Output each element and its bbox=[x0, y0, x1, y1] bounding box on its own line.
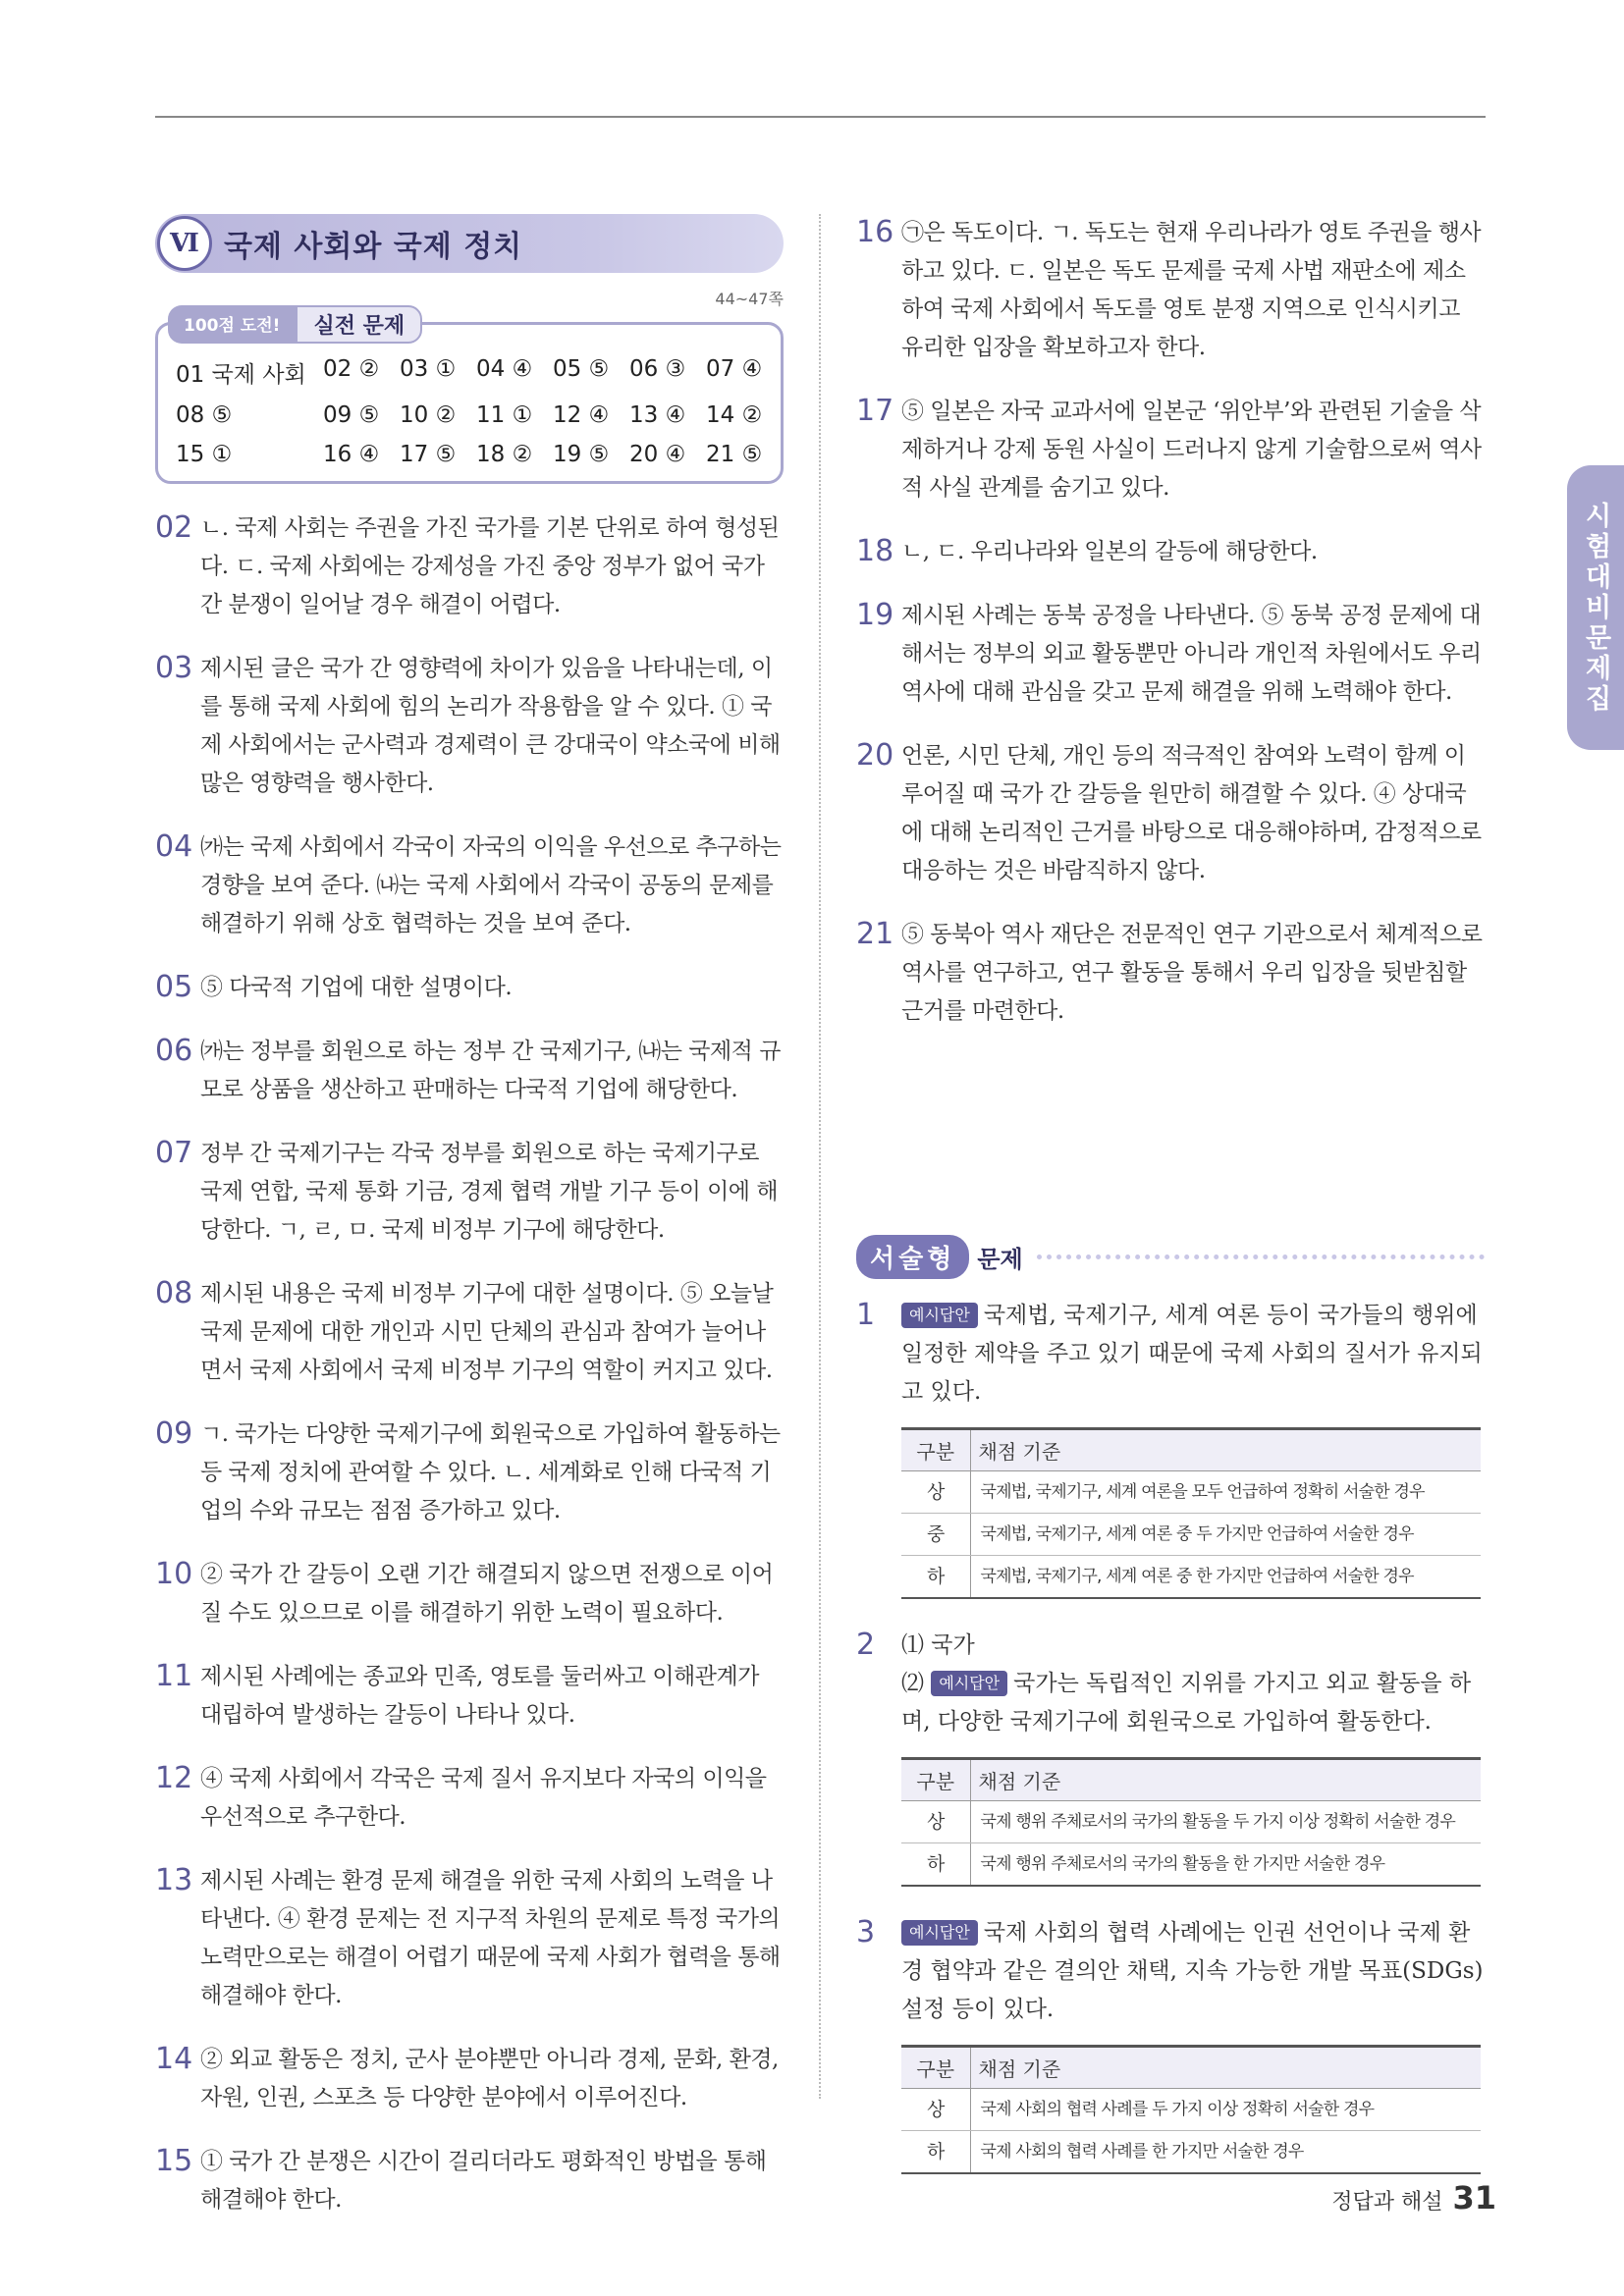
item-number: 08 bbox=[155, 1276, 193, 1310]
left-column bbox=[155, 214, 784, 2219]
level-cell: 상 bbox=[901, 1471, 970, 1514]
essay-answer-text: 국제법, 국제기구, 세계 여론 등이 국가들의 행위에 일정한 제약을 주고 있기 때문에 국제 사회의 질서가 유지되고 있다. bbox=[901, 1303, 1483, 1405]
item-explanation: ⑤ 일본은 자국 교과서에 일본군 ‘위안부’와 관련된 기술을 삭제하거나 강제 동원 사실이 드러나지 않게 기술함으로써 역사적 사실 관계를 숨기고 있다. bbox=[901, 399, 1482, 501]
item-explanation: 언론, 시민 단체, 개인 등의 적극적인 참여와 노력이 함께 이루어질 때 국가 간 갈등을 원만히 해결할 수 있다. ④ 상대국에 대해 논리적인 근거를 바탕으로 대응해야하며, 감정적으로 대응하는 것은 바람직하지 않다. bbox=[901, 743, 1482, 883]
answer-cell: 09 ⑤ bbox=[323, 402, 380, 428]
answer-cell: 11 ① bbox=[476, 402, 533, 428]
item-explanation: ㈎는 정부를 회원으로 하는 정부 간 국제기구, ㈏는 국제적 규모로 상품을 생산하고 판매하는 다국적 기업에 해당한다. bbox=[200, 1039, 781, 1102]
answer-cell: 12 ④ bbox=[553, 402, 610, 428]
essay-dots bbox=[1037, 1255, 1485, 1259]
item-number: 11 bbox=[155, 1659, 193, 1693]
item-number: 02 bbox=[155, 510, 193, 545]
answer-cell: 15 ① bbox=[176, 442, 233, 467]
answer-item bbox=[856, 737, 1485, 890]
item-explanation: 정부 간 국제기구는 각국 정부를 회원으로 하는 국제기구로 국제 연합, 국제 통화 기금, 경제 협력 개발 기구 등이 이에 해당한다. ㄱ, ㄹ, ㅁ. 국제 비정부 기구에 해당한다. bbox=[200, 1141, 779, 1243]
answer-item bbox=[155, 1862, 784, 2015]
table-row bbox=[901, 2131, 1481, 2174]
item-explanation: ⑤ 동북아 역사 재단은 전문적인 연구 기관으로서 체계적으로 역사를 연구하고, 연구 활동을 통해서 우리 입장을 뒷받침할 근거를 마련한다. bbox=[901, 922, 1483, 1024]
section-banner bbox=[155, 214, 784, 308]
essay-number: 1 bbox=[856, 1298, 876, 1332]
left-answer-list bbox=[155, 509, 784, 2219]
item-number: 07 bbox=[155, 1136, 193, 1170]
table-header-level: 구분 bbox=[901, 1429, 970, 1471]
answer-item bbox=[155, 1658, 784, 1735]
answer-item bbox=[155, 2143, 784, 2219]
item-number: 04 bbox=[155, 829, 193, 864]
answer-item bbox=[155, 2041, 784, 2117]
section-number: Ⅵ bbox=[157, 216, 212, 271]
item-number: 21 bbox=[856, 917, 894, 951]
table-row bbox=[901, 1514, 1481, 1556]
item-explanation: ① 국가 간 분쟁은 시간이 걸리더라도 평화적인 방법을 통해 해결해야 한다. bbox=[200, 2149, 767, 2213]
essay-part-2 bbox=[901, 1665, 1485, 1741]
answer-item bbox=[155, 1760, 784, 1837]
essay-question-3 bbox=[856, 1914, 1485, 2174]
answer-item bbox=[856, 214, 1485, 367]
table-header-criteria: 채점 기준 bbox=[970, 1759, 1481, 1801]
page-footer bbox=[1331, 2179, 1496, 2216]
challenge-tab: 100점 도전! bbox=[168, 305, 296, 344]
essay-part-1: ⑴ 국가 bbox=[901, 1632, 975, 1658]
side-tab-label: 시험대비문제집 bbox=[1580, 501, 1611, 715]
item-number: 20 bbox=[856, 738, 894, 773]
page-number: 31 bbox=[1452, 2179, 1496, 2216]
level-cell: 하 bbox=[901, 1843, 970, 1887]
item-explanation: ② 외교 활동은 정치, 군사 분야뿐만 아니라 경제, 문화, 환경, 자원, 인권, 스포츠 등 다양한 분야에서 이루어진다. bbox=[200, 2047, 779, 2110]
answer-item bbox=[155, 828, 784, 943]
item-number: 09 bbox=[155, 1416, 193, 1451]
item-number: 06 bbox=[155, 1034, 193, 1068]
level-cell: 상 bbox=[901, 1801, 970, 1843]
answer-item bbox=[155, 1556, 784, 1632]
answer-item bbox=[155, 1135, 784, 1250]
table-row bbox=[901, 1556, 1481, 1599]
essay-question-2 bbox=[856, 1627, 1485, 1887]
answer-item bbox=[856, 597, 1485, 712]
item-number: 03 bbox=[155, 651, 193, 685]
answer-cell: 21 ⑤ bbox=[706, 442, 763, 467]
table-header-level: 구분 bbox=[901, 1759, 970, 1801]
item-number: 19 bbox=[856, 598, 894, 632]
answer-cell: 04 ④ bbox=[476, 356, 533, 382]
table-row bbox=[901, 2089, 1481, 2131]
item-explanation: 제시된 글은 국가 간 영향력에 차이가 있음을 나타내는데, 이를 통해 국제 사회에 힘의 논리가 작용함을 알 수 있다. ① 국제 사회에서는 군사력과 경제력이 큰 강대국이 약소국에 비해 많은 영향력을 행사한다. bbox=[200, 656, 781, 796]
answer-item bbox=[856, 916, 1485, 1031]
example-answer-tag: 예시답안 bbox=[901, 1303, 978, 1328]
scoring-table bbox=[901, 1427, 1481, 1599]
answer-box bbox=[155, 314, 784, 484]
answer-item bbox=[155, 509, 784, 624]
item-number: 05 bbox=[155, 970, 193, 1004]
essay-number: 3 bbox=[856, 1915, 876, 1949]
criteria-cell: 국제법, 국제기구, 세계 여론 중 한 가지만 언급하여 서술한 경우 bbox=[970, 1556, 1481, 1599]
item-explanation: 제시된 사례는 환경 문제 해결을 위한 국제 사회의 노력을 나타낸다. ④ 환경 문제는 전 지구적 차원의 문제로 특정 국가의 노력만으로는 해결이 어렵기 때문에 국제 사회가 협력을 통해 해결해야 한다. bbox=[200, 1868, 781, 2008]
essay-answer bbox=[901, 1914, 1485, 2029]
essay-header bbox=[856, 1235, 1485, 1279]
scoring-table bbox=[901, 2045, 1481, 2174]
answer-cell: 20 ④ bbox=[629, 442, 686, 467]
item-number: 15 bbox=[155, 2144, 193, 2178]
item-explanation: ㄱ. 국가는 다양한 국제기구에 회원국으로 가입하여 활동하는 등 국제 정치에 관여할 수 있다. ㄴ. 세계화로 인해 다국적 기업의 수와 규모는 점점 증가하고 있다. bbox=[200, 1421, 781, 1523]
item-explanation: ⑤ 다국적 기업에 대한 설명이다. bbox=[200, 975, 513, 1000]
table-header-criteria: 채점 기준 bbox=[970, 1429, 1481, 1471]
right-column bbox=[856, 214, 1485, 2174]
answer-cell: 14 ② bbox=[706, 402, 763, 428]
item-number: 14 bbox=[155, 2042, 193, 2076]
right-answer-list bbox=[856, 214, 1485, 1031]
essay-answer-text: 국제 사회의 협력 사례에는 인권 선언이나 국제 환경 협약과 같은 결의안 채택, 지속 가능한 개발 목표(SDGs) 설정 등이 있다. bbox=[901, 1920, 1484, 2022]
answer-box-tabs bbox=[168, 305, 422, 344]
part-2-label: ⑵ bbox=[901, 1671, 924, 1696]
item-explanation: ④ 국제 사회에서 각국은 국제 질서 유지보다 자국의 이익을 우선적으로 추구한다. bbox=[200, 1766, 767, 1830]
answer-item bbox=[155, 1275, 784, 1390]
table-header-criteria: 채점 기준 bbox=[970, 2047, 1481, 2089]
item-explanation: 제시된 사례에는 종교와 민족, 영토를 둘러싸고 이해관계가 대립하여 발생하는 갈등이 나타나 있다. bbox=[200, 1664, 759, 1728]
criteria-cell: 국제 행위 주체로서의 국가의 활동을 한 가지만 서술한 경우 bbox=[970, 1843, 1481, 1887]
answer-cell: 19 ⑤ bbox=[553, 442, 610, 467]
table-row bbox=[901, 1801, 1481, 1843]
practice-tab: 실전 문제 bbox=[296, 305, 422, 344]
answer-cell: 02 ② bbox=[323, 356, 380, 382]
column-divider bbox=[819, 214, 821, 2099]
essay-badge: 서술형 bbox=[856, 1235, 969, 1279]
essay-question-1 bbox=[856, 1297, 1485, 1599]
answer-item bbox=[856, 393, 1485, 507]
table-row bbox=[901, 1843, 1481, 1887]
essay-answer bbox=[901, 1297, 1485, 1412]
answer-item bbox=[856, 533, 1485, 571]
scoring-table bbox=[901, 1757, 1481, 1887]
answer-cell: 10 ② bbox=[400, 402, 457, 428]
level-cell: 상 bbox=[901, 2089, 970, 2131]
criteria-cell: 국제법, 국제기구, 세계 여론을 모두 언급하여 정확히 서술한 경우 bbox=[970, 1471, 1481, 1514]
answer-cell: 08 ⑤ bbox=[176, 402, 233, 428]
item-explanation: 제시된 내용은 국제 비정부 기구에 대한 설명이다. ⑤ 오늘날 국제 문제에 대한 개인과 시민 단체의 관심과 참여가 늘어나면서 국제 사회에서 국제 비정부 기구의 역할이 커지고 있다. bbox=[200, 1281, 774, 1383]
answer-cell: 03 ① bbox=[400, 356, 457, 382]
item-explanation: ㄴ, ㄷ. 우리나라와 일본의 갈등에 해당한다. bbox=[901, 539, 1318, 564]
item-number: 12 bbox=[155, 1761, 193, 1795]
essay-answer-text: 국가는 독립적인 지위를 가지고 외교 활동을 하며, 다양한 국제기구에 회원국으로 가입하여 활동한다. bbox=[901, 1671, 1472, 1735]
page-reference: 44~47쪽 bbox=[715, 290, 784, 308]
item-number: 10 bbox=[155, 1557, 193, 1591]
side-tab bbox=[1567, 465, 1624, 750]
answer-cell: 13 ④ bbox=[629, 402, 686, 428]
answer-item bbox=[155, 969, 784, 1007]
answer-cell: 05 ⑤ bbox=[553, 356, 610, 382]
item-number: 16 bbox=[856, 215, 894, 249]
table-row bbox=[901, 1471, 1481, 1514]
item-number: 13 bbox=[155, 1863, 193, 1897]
answer-item bbox=[155, 650, 784, 803]
item-explanation: 제시된 사례는 동북 공정을 나타낸다. ⑤ 동북 공정 문제에 대해서는 정부의 외교 활동뿐만 아니라 개인적 차원에서도 우리 역사에 대해 관심을 갖고 문제 해결을 위해 노력해야 한다. bbox=[901, 603, 1482, 705]
answer-grid bbox=[176, 356, 763, 467]
essay-word: 문제 bbox=[977, 1246, 1023, 1273]
item-explanation: ㉠은 독도이다. ㄱ. 독도는 현재 우리나라가 영토 주권을 행사하고 있다. ㄷ. 일본은 독도 문제를 국제 사법 재판소에 제소하여 국제 사회에서 독도를 영토 분쟁 지역으로 인식시키고 유리한 입장을 확보하고자 한다. bbox=[901, 220, 1482, 360]
level-cell: 중 bbox=[901, 1514, 970, 1556]
answer-cell: 18 ② bbox=[476, 442, 533, 467]
table-header-level: 구분 bbox=[901, 2047, 970, 2089]
item-explanation: ㈎는 국제 사회에서 각국이 자국의 이익을 우선으로 추구하는 경향을 보여 준다. ㈏는 국제 사회에서 각국이 공동의 문제를 해결하기 위해 상호 협력하는 것을 보여 준다. bbox=[200, 834, 782, 936]
criteria-cell: 국제법, 국제기구, 세계 여론 중 두 가지만 언급하여 서술한 경우 bbox=[970, 1514, 1481, 1556]
answer-cell: 16 ④ bbox=[323, 442, 380, 467]
answer-cell: 06 ③ bbox=[629, 356, 686, 382]
criteria-cell: 국제 사회의 협력 사례를 한 가지만 서술한 경우 bbox=[970, 2131, 1481, 2174]
answer-cell: 07 ④ bbox=[706, 356, 763, 382]
level-cell: 하 bbox=[901, 1556, 970, 1599]
criteria-cell: 국제 행위 주체로서의 국가의 활동을 두 가지 이상 정확히 서술한 경우 bbox=[970, 1801, 1481, 1843]
item-explanation: ㄴ. 국제 사회는 주권을 가진 국가를 기본 단위로 하여 형성된다. ㄷ. 국제 사회에는 강제성을 가진 중앙 정부가 없어 국가 간 분쟁이 일어날 경우 해결이 어렵다. bbox=[200, 515, 780, 617]
criteria-cell: 국제 사회의 협력 사례를 두 가지 이상 정확히 서술한 경우 bbox=[970, 2089, 1481, 2131]
footer-label: 정답과 해설 bbox=[1331, 2190, 1443, 2215]
example-answer-tag: 예시답안 bbox=[901, 1920, 978, 1946]
item-explanation: ② 국가 간 갈등이 오랜 기간 해결되지 않으면 전쟁으로 이어질 수도 있으므로 이를 해결하기 위한 노력이 필요하다. bbox=[200, 1562, 774, 1626]
item-number: 18 bbox=[856, 534, 894, 568]
section-title: 국제 사회와 국제 정치 bbox=[224, 230, 523, 264]
answer-item bbox=[155, 1033, 784, 1109]
example-answer-tag: 예시답안 bbox=[931, 1671, 1007, 1696]
top-rule bbox=[155, 116, 1486, 118]
item-number: 17 bbox=[856, 394, 894, 428]
answer-item bbox=[155, 1415, 784, 1530]
essay-number: 2 bbox=[856, 1628, 876, 1662]
level-cell: 하 bbox=[901, 2131, 970, 2174]
answer-cell: 17 ⑤ bbox=[400, 442, 457, 467]
answer-cell: 01 국제 사회 bbox=[176, 362, 306, 388]
